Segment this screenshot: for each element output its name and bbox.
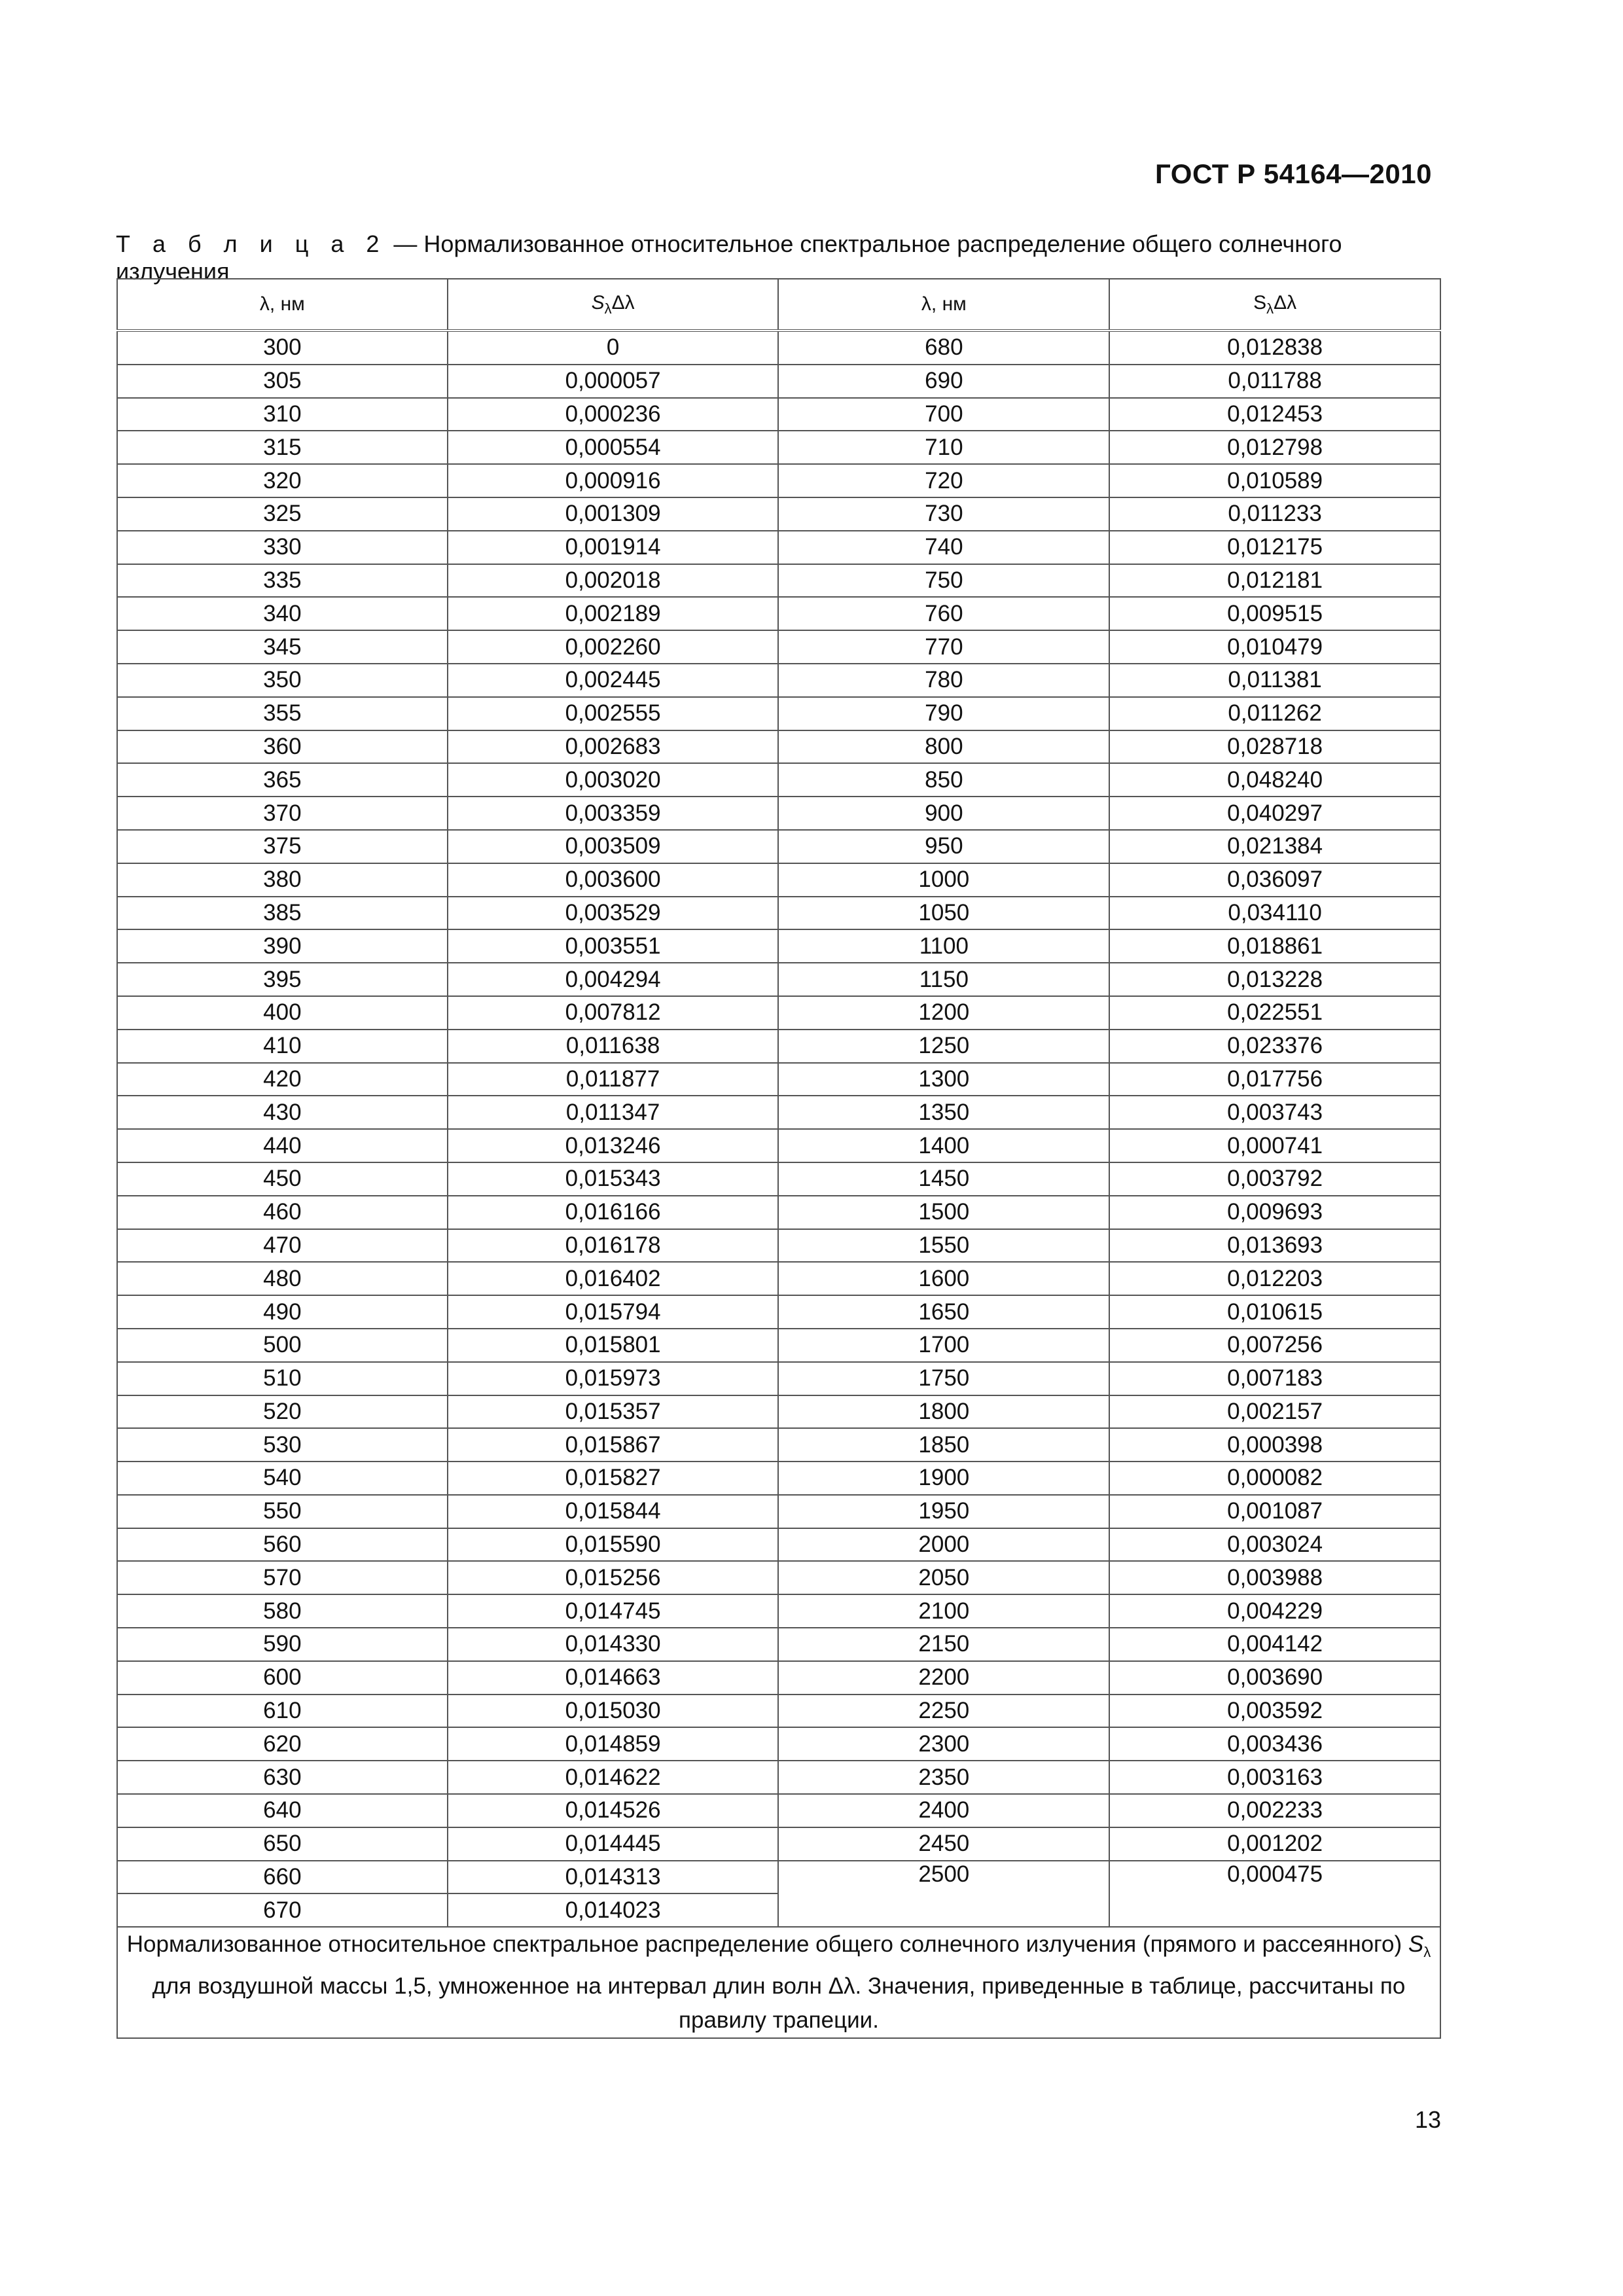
header-s-subscript: λ (1266, 300, 1274, 317)
wavelength-right-cell: 1700 (778, 1329, 1109, 1362)
s-value-left-cell: 0,003600 (448, 863, 779, 897)
wavelength-right-cell: 760 (778, 597, 1109, 630)
s-value-left-cell: 0,014622 (448, 1761, 779, 1794)
wavelength-right-cell: 2100 (778, 1594, 1109, 1628)
s-value-left-cell: 0 (448, 331, 779, 365)
header-s-subscript: λ (604, 300, 612, 317)
s-value-right-cell: 0,036097 (1109, 863, 1440, 897)
table-row (117, 497, 1440, 531)
s-value-left-cell: 0,014663 (448, 1661, 779, 1695)
wavelength-left-cell: 510 (117, 1362, 448, 1395)
s-value-right-cell: 0,004142 (1109, 1628, 1440, 1661)
wavelength-left-cell: 550 (117, 1495, 448, 1528)
s-value-right-cell: 0,003988 (1109, 1561, 1440, 1594)
s-value-left-cell: 0,015867 (448, 1428, 779, 1462)
note-text-part2: для воздушной массы 1,5, умноженное на интервал длин волн Δλ. Значения, приведенные в таблице, рассчитаны по правилу трапеции. (152, 1973, 1406, 2034)
note-s-symbol: S (1408, 1931, 1424, 1958)
wavelength-right-cell: 690 (778, 365, 1109, 398)
table-row (117, 1462, 1440, 1495)
s-value-left-cell: 0,002018 (448, 564, 779, 598)
wavelength-left-cell: 490 (117, 1295, 448, 1329)
s-value-right-cell: 0,012798 (1109, 431, 1440, 464)
s-value-right-cell: 0,001202 (1109, 1827, 1440, 1861)
s-value-left-cell: 0,016166 (448, 1196, 779, 1229)
wavelength-left-cell: 620 (117, 1727, 448, 1761)
s-value-right-cell: 0,003163 (1109, 1761, 1440, 1794)
s-value-right-cell: 0,003690 (1109, 1661, 1440, 1695)
wavelength-right-cell: 770 (778, 630, 1109, 664)
wavelength-right-cell: 730 (778, 497, 1109, 531)
wavelength-right-cell: 2450 (778, 1827, 1109, 1861)
s-value-right-cell: 0,018861 (1109, 929, 1440, 963)
wavelength-left-cell: 360 (117, 730, 448, 764)
wavelength-right-cell: 2300 (778, 1727, 1109, 1761)
table-row (117, 963, 1440, 996)
table-row (117, 1063, 1440, 1096)
wavelength-right-cell: 1800 (778, 1395, 1109, 1429)
wavelength-right-cell: 780 (778, 664, 1109, 697)
wavelength-right-cell: 850 (778, 763, 1109, 797)
s-value-left-cell: 0,000554 (448, 431, 779, 464)
table-row (117, 365, 1440, 398)
wavelength-right-cell: 720 (778, 464, 1109, 497)
s-value-right-cell: 0,021384 (1109, 830, 1440, 863)
wavelength-right-cell: 700 (778, 398, 1109, 431)
table-row (117, 431, 1440, 464)
wavelength-right-cell: 2150 (778, 1628, 1109, 1661)
s-value-left-cell: 0,004294 (448, 963, 779, 996)
s-value-left-cell: 0,001914 (448, 531, 779, 564)
s-value-left-cell: 0,014526 (448, 1794, 779, 1827)
wavelength-right-cell: 1650 (778, 1295, 1109, 1329)
table-row (117, 1727, 1440, 1761)
s-value-left-cell: 0,014023 (448, 1893, 779, 1927)
s-value-left-cell: 0,002189 (448, 597, 779, 630)
wavelength-right-cell: 2200 (778, 1661, 1109, 1695)
table-row (117, 1827, 1440, 1861)
s-value-left-cell: 0,015357 (448, 1395, 779, 1429)
s-value-left-cell: 0,014859 (448, 1727, 779, 1761)
s-value-left-cell: 0,015256 (448, 1561, 779, 1594)
table-row (117, 730, 1440, 764)
wavelength-left-cell: 430 (117, 1096, 448, 1129)
table-row (117, 830, 1440, 863)
wavelength-right-cell: 1000 (778, 863, 1109, 897)
s-value-left-cell: 0,013246 (448, 1129, 779, 1162)
wavelength-right-cell: 2250 (778, 1695, 1109, 1728)
note-s-subscript: λ (1423, 1944, 1431, 1961)
page-number: 13 (1414, 2106, 1441, 2133)
wavelength-right-cell: 1350 (778, 1096, 1109, 1129)
wavelength-left-cell: 305 (117, 365, 448, 398)
s-value-left-cell: 0,014330 (448, 1628, 779, 1661)
s-value-right-cell: 0,000398 (1109, 1428, 1440, 1462)
wavelength-right-cell: 1400 (778, 1129, 1109, 1162)
table-row (117, 897, 1440, 930)
wavelength-right-cell: 1300 (778, 1063, 1109, 1096)
table-row (117, 597, 1440, 630)
header-s-delta: Δλ (1274, 291, 1297, 314)
s-value-left-cell: 0,014445 (448, 1827, 779, 1861)
table-row (117, 797, 1440, 830)
wavelength-left-cell: 660 (117, 1861, 448, 1894)
s-value-left-cell: 0,000236 (448, 398, 779, 431)
s-value-right-cell: 0,003436 (1109, 1727, 1440, 1761)
header-s-delta: Δλ (611, 291, 635, 314)
wavelength-right-cell: 1050 (778, 897, 1109, 930)
table-row (117, 1295, 1440, 1329)
table-row (117, 1162, 1440, 1196)
wavelength-right-cell: 1950 (778, 1495, 1109, 1528)
s-value-right-cell: 0,012453 (1109, 398, 1440, 431)
s-value-right-cell: 0,040297 (1109, 797, 1440, 830)
table-row (117, 630, 1440, 664)
s-value-right-cell: 0,011262 (1109, 697, 1440, 730)
wavelength-left-cell: 365 (117, 763, 448, 797)
wavelength-right-cell: 1150 (778, 963, 1109, 996)
wavelength-right-cell: 1850 (778, 1428, 1109, 1462)
wavelength-left-cell: 340 (117, 597, 448, 630)
wavelength-left-cell: 650 (117, 1827, 448, 1861)
wavelength-left-cell: 350 (117, 664, 448, 697)
table-row (117, 1129, 1440, 1162)
s-value-right-cell: 0,013228 (1109, 963, 1440, 996)
header-s-right (1109, 279, 1440, 331)
s-value-right-cell: 0,000475 (1109, 1861, 1440, 1928)
s-value-left-cell: 0,014313 (448, 1861, 779, 1894)
s-value-right-cell: 0,048240 (1109, 763, 1440, 797)
table-row (117, 763, 1440, 797)
s-value-left-cell: 0,000057 (448, 365, 779, 398)
table-row (117, 464, 1440, 497)
s-value-right-cell: 0,010479 (1109, 630, 1440, 664)
wavelength-left-cell: 400 (117, 996, 448, 1030)
table-label: Т а б л и ц а 2 (116, 230, 387, 257)
s-value-left-cell: 0,002555 (448, 697, 779, 730)
wavelength-left-cell: 410 (117, 1030, 448, 1063)
s-value-right-cell: 0,034110 (1109, 897, 1440, 930)
table-row (117, 863, 1440, 897)
s-value-right-cell: 0,012838 (1109, 331, 1440, 365)
s-value-right-cell: 0,009515 (1109, 597, 1440, 630)
wavelength-right-cell: 950 (778, 830, 1109, 863)
table-row (117, 1861, 1440, 1894)
s-value-left-cell: 0,000916 (448, 464, 779, 497)
table-row (117, 1362, 1440, 1395)
wavelength-left-cell: 300 (117, 331, 448, 365)
wavelength-right-cell: 740 (778, 531, 1109, 564)
s-value-right-cell: 0,003024 (1109, 1528, 1440, 1562)
table-row (117, 1761, 1440, 1794)
wavelength-left-cell: 670 (117, 1893, 448, 1927)
s-value-left-cell: 0,015973 (448, 1362, 779, 1395)
header-s-symbol: S (591, 291, 605, 314)
s-value-left-cell: 0,001309 (448, 497, 779, 531)
s-value-left-cell: 0,011877 (448, 1063, 779, 1096)
table-row (117, 1528, 1440, 1562)
s-value-right-cell: 0,009693 (1109, 1196, 1440, 1229)
table-row (117, 1628, 1440, 1661)
s-value-right-cell: 0,007183 (1109, 1362, 1440, 1395)
table-row (117, 1428, 1440, 1462)
wavelength-left-cell: 390 (117, 929, 448, 963)
table-row (117, 531, 1440, 564)
wavelength-right-cell: 1900 (778, 1462, 1109, 1495)
s-value-right-cell: 0,010589 (1109, 464, 1440, 497)
s-value-right-cell: 0,003592 (1109, 1695, 1440, 1728)
s-value-right-cell: 0,010615 (1109, 1295, 1440, 1329)
s-value-left-cell: 0,011347 (448, 1096, 779, 1129)
s-value-left-cell: 0,003551 (448, 929, 779, 963)
s-value-left-cell: 0,002683 (448, 730, 779, 764)
wavelength-left-cell: 335 (117, 564, 448, 598)
wavelength-right-cell: 1500 (778, 1196, 1109, 1229)
table-row (117, 1561, 1440, 1594)
s-value-right-cell: 0,028718 (1109, 730, 1440, 764)
table-row (117, 1495, 1440, 1528)
s-value-right-cell: 0,000741 (1109, 1129, 1440, 1162)
table-row (117, 331, 1440, 365)
wavelength-right-cell: 2400 (778, 1794, 1109, 1827)
wavelength-left-cell: 580 (117, 1594, 448, 1628)
wavelength-left-cell: 480 (117, 1262, 448, 1295)
table-row (117, 1695, 1440, 1728)
table-row (117, 1096, 1440, 1129)
table-row (117, 564, 1440, 598)
wavelength-right-cell: 750 (778, 564, 1109, 598)
s-value-left-cell: 0,003020 (448, 763, 779, 797)
wavelength-left-cell: 370 (117, 797, 448, 830)
s-value-left-cell: 0,016402 (448, 1262, 779, 1295)
s-value-right-cell: 0,022551 (1109, 996, 1440, 1030)
s-value-right-cell: 0,003743 (1109, 1096, 1440, 1129)
table-caption (116, 230, 1438, 285)
header-wavelength-left: λ, нм (117, 279, 448, 331)
wavelength-right-cell: 2500 (778, 1861, 1109, 1928)
s-value-left-cell: 0,003359 (448, 797, 779, 830)
table-row (117, 996, 1440, 1030)
table-note (117, 1927, 1440, 2038)
s-value-right-cell: 0,012175 (1109, 531, 1440, 564)
table-title: — Нормализованное относительное спектральное распределение общего солнечного излучения (116, 230, 1342, 285)
header-wavelength-right: λ, нм (778, 279, 1109, 331)
wavelength-right-cell: 2350 (778, 1761, 1109, 1794)
table-row (117, 1794, 1440, 1827)
s-value-left-cell: 0,015794 (448, 1295, 779, 1329)
wavelength-left-cell: 630 (117, 1761, 448, 1794)
note-text-part1: Нормализованное относительное спектральное распределение общего солнечного излучения (прямого и рассеянного) (126, 1931, 1408, 1958)
wavelength-left-cell: 520 (117, 1395, 448, 1429)
s-value-left-cell: 0,015030 (448, 1695, 779, 1728)
table-row (117, 1229, 1440, 1263)
table-row (117, 1395, 1440, 1429)
wavelength-left-cell: 590 (117, 1628, 448, 1661)
s-value-left-cell: 0,007812 (448, 996, 779, 1030)
table-row (117, 1196, 1440, 1229)
wavelength-left-cell: 420 (117, 1063, 448, 1096)
s-value-right-cell: 0,011233 (1109, 497, 1440, 531)
wavelength-left-cell: 385 (117, 897, 448, 930)
table-row (117, 664, 1440, 697)
s-value-right-cell: 0,013693 (1109, 1229, 1440, 1263)
wavelength-left-cell: 355 (117, 697, 448, 730)
s-value-right-cell: 0,012203 (1109, 1262, 1440, 1295)
s-value-right-cell: 0,023376 (1109, 1030, 1440, 1063)
table-note-row (117, 1927, 1440, 2038)
wavelength-left-cell: 640 (117, 1794, 448, 1827)
s-value-left-cell: 0,016178 (448, 1229, 779, 1263)
wavelength-left-cell: 600 (117, 1661, 448, 1695)
wavelength-right-cell: 790 (778, 697, 1109, 730)
wavelength-left-cell: 310 (117, 398, 448, 431)
wavelength-right-cell: 1450 (778, 1162, 1109, 1196)
wavelength-left-cell: 530 (117, 1428, 448, 1462)
wavelength-right-cell: 1600 (778, 1262, 1109, 1295)
s-value-right-cell: 0,003792 (1109, 1162, 1440, 1196)
wavelength-left-cell: 540 (117, 1462, 448, 1495)
s-value-left-cell: 0,015827 (448, 1462, 779, 1495)
wavelength-left-cell: 570 (117, 1561, 448, 1594)
wavelength-left-cell: 470 (117, 1229, 448, 1263)
s-value-right-cell: 0,011788 (1109, 365, 1440, 398)
wavelength-left-cell: 375 (117, 830, 448, 863)
table-row (117, 1594, 1440, 1628)
wavelength-right-cell: 2050 (778, 1561, 1109, 1594)
s-value-left-cell: 0,003509 (448, 830, 779, 863)
s-value-right-cell: 0,011381 (1109, 664, 1440, 697)
wavelength-left-cell: 380 (117, 863, 448, 897)
s-value-right-cell: 0,002157 (1109, 1395, 1440, 1429)
wavelength-right-cell: 1550 (778, 1229, 1109, 1263)
s-value-left-cell: 0,015590 (448, 1528, 779, 1562)
table-row (117, 1262, 1440, 1295)
s-value-left-cell: 0,015343 (448, 1162, 779, 1196)
wavelength-right-cell: 710 (778, 431, 1109, 464)
wavelength-left-cell: 460 (117, 1196, 448, 1229)
wavelength-right-cell: 900 (778, 797, 1109, 830)
wavelength-left-cell: 440 (117, 1129, 448, 1162)
s-value-left-cell: 0,002260 (448, 630, 779, 664)
wavelength-left-cell: 315 (117, 431, 448, 464)
wavelength-left-cell: 500 (117, 1329, 448, 1362)
standard-designation: ГОСТ Р 54164—2010 (1155, 158, 1432, 189)
table-row (117, 1329, 1440, 1362)
wavelength-right-cell: 2000 (778, 1528, 1109, 1562)
s-value-right-cell: 0,007256 (1109, 1329, 1440, 1362)
wavelength-left-cell: 345 (117, 630, 448, 664)
wavelength-right-cell: 1750 (778, 1362, 1109, 1395)
header-s-symbol: S (1253, 291, 1267, 314)
spectral-distribution-table (116, 278, 1441, 2039)
table-row (117, 398, 1440, 431)
table-row (117, 697, 1440, 730)
wavelength-left-cell: 325 (117, 497, 448, 531)
s-value-left-cell: 0,014745 (448, 1594, 779, 1628)
s-value-right-cell: 0,017756 (1109, 1063, 1440, 1096)
s-value-right-cell: 0,012181 (1109, 564, 1440, 598)
wavelength-right-cell: 680 (778, 331, 1109, 365)
table-header-row (117, 279, 1440, 331)
wavelength-left-cell: 330 (117, 531, 448, 564)
table-row (117, 1661, 1440, 1695)
header-s-left (448, 279, 779, 331)
wavelength-right-cell: 1250 (778, 1030, 1109, 1063)
wavelength-left-cell: 610 (117, 1695, 448, 1728)
s-value-right-cell: 0,000082 (1109, 1462, 1440, 1495)
s-value-right-cell: 0,001087 (1109, 1495, 1440, 1528)
wavelength-left-cell: 450 (117, 1162, 448, 1196)
table-row (117, 1030, 1440, 1063)
wavelength-left-cell: 395 (117, 963, 448, 996)
wavelength-right-cell: 800 (778, 730, 1109, 764)
s-value-left-cell: 0,003529 (448, 897, 779, 930)
s-value-right-cell: 0,002233 (1109, 1794, 1440, 1827)
wavelength-left-cell: 320 (117, 464, 448, 497)
wavelength-left-cell: 560 (117, 1528, 448, 1562)
wavelength-right-cell: 1100 (778, 929, 1109, 963)
s-value-left-cell: 0,002445 (448, 664, 779, 697)
s-value-left-cell: 0,011638 (448, 1030, 779, 1063)
s-value-left-cell: 0,015844 (448, 1495, 779, 1528)
table-row (117, 929, 1440, 963)
wavelength-right-cell: 1200 (778, 996, 1109, 1030)
table-body (117, 331, 1440, 1927)
s-value-right-cell: 0,004229 (1109, 1594, 1440, 1628)
s-value-left-cell: 0,015801 (448, 1329, 779, 1362)
